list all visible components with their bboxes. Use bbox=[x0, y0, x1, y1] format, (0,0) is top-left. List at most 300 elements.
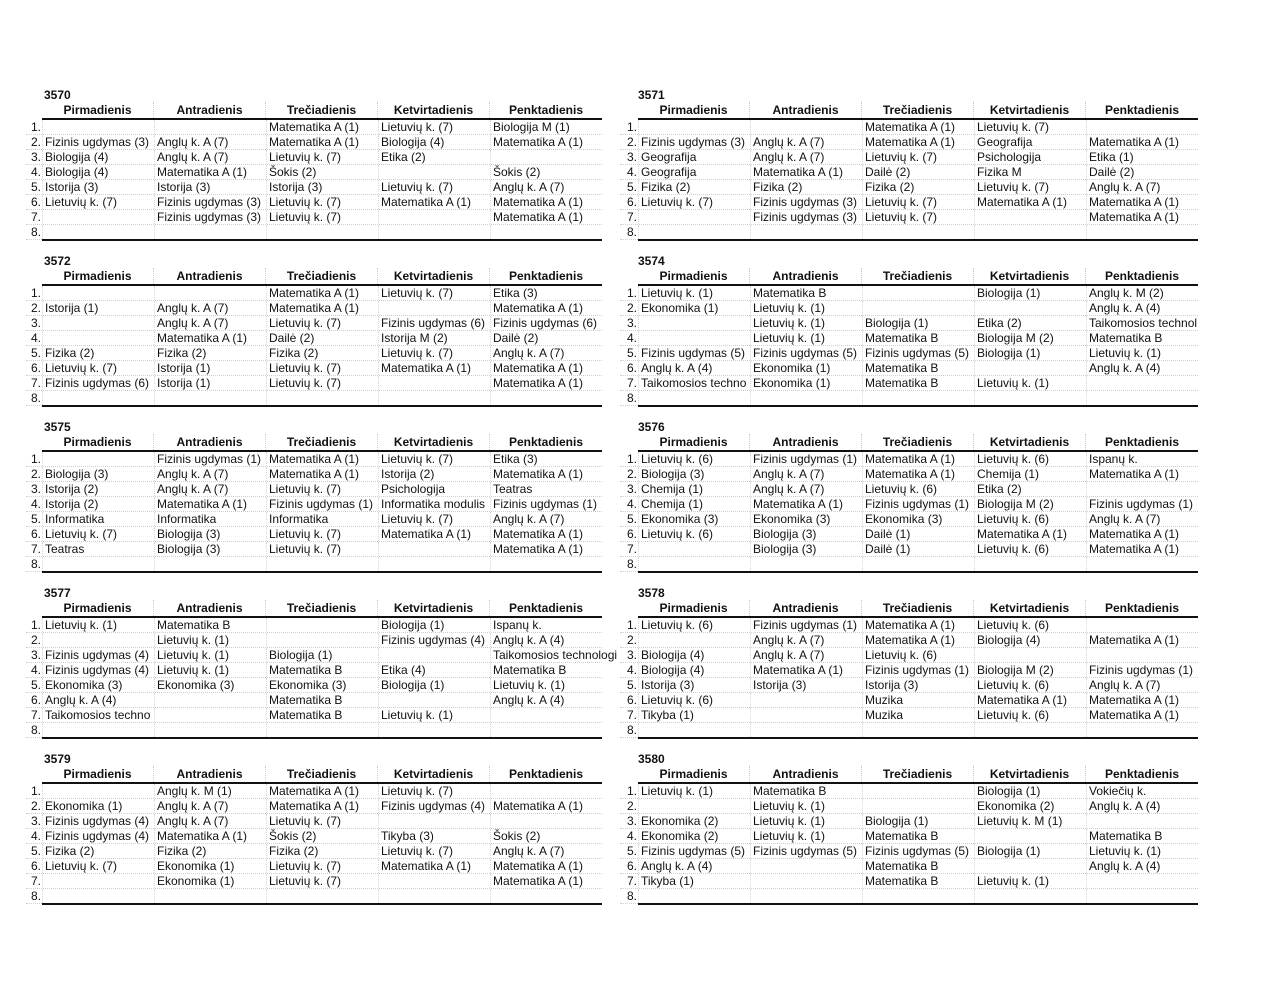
lesson-cell bbox=[1086, 889, 1198, 903]
lesson-cell: Matematika A (1) bbox=[974, 195, 1086, 209]
lesson-cell: Lietuvių k. (1) bbox=[750, 814, 862, 828]
lesson-number: 1. bbox=[30, 120, 41, 134]
lesson-cell: Lietuvių k. (1) bbox=[490, 678, 602, 692]
lesson-number: 8. bbox=[626, 225, 637, 239]
lesson-cell: Ekonomika (3) bbox=[638, 512, 750, 526]
lesson-cell bbox=[638, 391, 750, 405]
lesson-cell: Anglų k. A (4) bbox=[1086, 799, 1198, 813]
lesson-cell bbox=[154, 391, 266, 405]
lesson-cell: Ekonomika (3) bbox=[862, 512, 974, 526]
lesson-cell: Biologija (1) bbox=[378, 618, 490, 632]
day-header: Pirmadienis bbox=[42, 102, 154, 118]
lesson-cell: Istorija (1) bbox=[42, 301, 154, 315]
lesson-cell: Ekonomika (1) bbox=[638, 301, 750, 315]
day-header: Antradienis bbox=[750, 102, 862, 118]
lesson-cell: Chemija (1) bbox=[974, 467, 1086, 481]
lesson-cell bbox=[974, 723, 1086, 737]
lesson-cell bbox=[1086, 557, 1198, 571]
lesson-cell bbox=[378, 723, 490, 737]
lesson-cell bbox=[1086, 225, 1198, 239]
lesson-number: 5. bbox=[626, 346, 637, 360]
lesson-cell: Lietuvių k. (1) bbox=[154, 633, 266, 647]
lesson-cell: Anglų k. A (7) bbox=[750, 467, 862, 481]
lesson-cell: Biologija M (2) bbox=[974, 663, 1086, 677]
lesson-row bbox=[620, 452, 1198, 467]
lesson-cell: Matematika A (1) bbox=[490, 301, 602, 315]
day-header-row bbox=[638, 268, 1198, 284]
lesson-cell: Lietuvių k. (7) bbox=[378, 180, 490, 194]
lesson-row bbox=[26, 361, 602, 376]
lesson-number: 1. bbox=[626, 784, 637, 798]
lesson-number: 2. bbox=[30, 467, 41, 481]
class-title: 3571 bbox=[638, 88, 665, 102]
lesson-cell bbox=[638, 633, 750, 647]
lesson-cell: Fizinis ugdymas (1) bbox=[750, 618, 862, 632]
lesson-cell: Matematika A (1) bbox=[862, 120, 974, 134]
lesson-cell bbox=[1086, 723, 1198, 737]
lesson-cell: Biologija (1) bbox=[974, 844, 1086, 858]
lesson-number: 8. bbox=[30, 225, 41, 239]
class-timetable bbox=[620, 752, 1220, 912]
lesson-cell: Ispanų k. bbox=[1086, 452, 1198, 466]
lesson-cell: Taikomosios technologi bbox=[490, 648, 602, 662]
lesson-cell: Lietuvių k. (7) bbox=[266, 527, 378, 541]
lesson-number: 6. bbox=[30, 527, 41, 541]
lesson-row bbox=[620, 391, 1198, 406]
lesson-cell: Matematika A (1) bbox=[750, 165, 862, 179]
day-header: Antradienis bbox=[154, 434, 266, 450]
lesson-row bbox=[620, 633, 1198, 648]
lesson-cell: Fizinis ugdymas (1) bbox=[750, 452, 862, 466]
lesson-cell bbox=[862, 784, 974, 798]
lesson-cell bbox=[154, 120, 266, 134]
lesson-number: 4. bbox=[626, 497, 637, 511]
lesson-number: 4. bbox=[626, 165, 637, 179]
lesson-number: 6. bbox=[626, 195, 637, 209]
lesson-cell: Istorija (3) bbox=[42, 180, 154, 194]
lesson-cell bbox=[490, 708, 602, 722]
lesson-number: 3. bbox=[30, 316, 41, 330]
lesson-cell: Anglų k. A (7) bbox=[1086, 180, 1198, 194]
lesson-row bbox=[26, 723, 602, 738]
lesson-cell bbox=[266, 723, 378, 737]
day-header: Pirmadienis bbox=[638, 268, 750, 284]
table-bottom-border bbox=[42, 239, 602, 241]
lesson-cell: Biologija (1) bbox=[862, 814, 974, 828]
day-header-row bbox=[42, 600, 602, 616]
day-header: Antradienis bbox=[750, 434, 862, 450]
lesson-number: 4. bbox=[30, 497, 41, 511]
lesson-cell: Matematika A (1) bbox=[974, 693, 1086, 707]
lesson-cell bbox=[862, 557, 974, 571]
lesson-cell: Fizinis ugdymas (3) bbox=[154, 195, 266, 209]
class-timetable bbox=[26, 420, 626, 580]
lesson-cell: Istorija (1) bbox=[154, 361, 266, 375]
lesson-cell: Psichologija bbox=[974, 150, 1086, 164]
lesson-cell: Lietuvių k. (7) bbox=[266, 195, 378, 209]
lesson-number: 6. bbox=[30, 361, 41, 375]
lesson-row bbox=[620, 225, 1198, 240]
lesson-row bbox=[620, 678, 1198, 693]
lesson-cell: Lietuvių k. (1) bbox=[750, 316, 862, 330]
lesson-cell: Matematika A (1) bbox=[378, 361, 490, 375]
lesson-cell bbox=[378, 165, 490, 179]
day-header-row bbox=[42, 766, 602, 782]
lesson-row bbox=[26, 663, 602, 678]
lesson-cell bbox=[42, 331, 154, 345]
lesson-cell: Ekonomika (3) bbox=[750, 512, 862, 526]
lesson-number: 4. bbox=[30, 829, 41, 843]
lesson-cell: Ekonomika (1) bbox=[750, 376, 862, 390]
lesson-cell bbox=[638, 542, 750, 556]
lesson-cell: Fizinis ugdymas (4) bbox=[42, 648, 154, 662]
lesson-cell: Matematika A (1) bbox=[490, 376, 602, 390]
lesson-cell bbox=[266, 633, 378, 647]
table-bottom-border bbox=[638, 903, 1198, 905]
lesson-cell: Biologija M (2) bbox=[974, 331, 1086, 345]
lesson-cell: Istorija (3) bbox=[638, 678, 750, 692]
lesson-cell bbox=[266, 225, 378, 239]
lesson-cell: Matematika A (1) bbox=[490, 135, 602, 149]
lesson-cell bbox=[154, 889, 266, 903]
day-header-row bbox=[638, 102, 1198, 118]
lesson-cell: Fizinis ugdymas (4) bbox=[378, 799, 490, 813]
class-title: 3578 bbox=[638, 586, 665, 600]
lesson-cell: Matematika A (1) bbox=[154, 165, 266, 179]
table-bottom-border bbox=[42, 737, 602, 739]
lesson-cell: Ekonomika (3) bbox=[154, 678, 266, 692]
lesson-cell: Lietuvių k. (1) bbox=[974, 874, 1086, 888]
lesson-number: 6. bbox=[30, 693, 41, 707]
lesson-number: 6. bbox=[626, 527, 637, 541]
lesson-number: 1. bbox=[30, 452, 41, 466]
lesson-cell: Anglų k. A (7) bbox=[750, 150, 862, 164]
lesson-cell: Istorija (3) bbox=[266, 180, 378, 194]
lesson-cell bbox=[862, 799, 974, 813]
lesson-cell: Anglų k. A (4) bbox=[1086, 301, 1198, 315]
lesson-cell: Muzika bbox=[862, 708, 974, 722]
lesson-cell: Lietuvių k. (7) bbox=[378, 120, 490, 134]
lesson-cell: Fizinis ugdymas (3) bbox=[154, 210, 266, 224]
lesson-number: 1. bbox=[626, 286, 637, 300]
lesson-row bbox=[26, 708, 602, 723]
lesson-cell: Lietuvių k. (1) bbox=[42, 618, 154, 632]
lesson-number: 8. bbox=[626, 557, 637, 571]
lesson-row bbox=[620, 618, 1198, 633]
lesson-cell bbox=[154, 225, 266, 239]
lesson-cell bbox=[42, 723, 154, 737]
lesson-number: 2. bbox=[626, 301, 637, 315]
lesson-rows bbox=[26, 452, 602, 572]
day-header: Penktadienis bbox=[1104, 767, 1180, 781]
lesson-number: 8. bbox=[30, 391, 41, 405]
day-header: Penktadienis bbox=[508, 767, 584, 781]
lesson-cell bbox=[490, 225, 602, 239]
lesson-row bbox=[620, 648, 1198, 663]
lesson-number: 8. bbox=[30, 557, 41, 571]
lesson-cell: Lietuvių k. (6) bbox=[974, 542, 1086, 556]
lesson-cell: Matematika A (1) bbox=[490, 527, 602, 541]
lesson-cell: Informatika modulis bbox=[378, 497, 490, 511]
lesson-cell: Anglų k. A (7) bbox=[750, 633, 862, 647]
lesson-cell: Etika (2) bbox=[974, 482, 1086, 496]
lesson-number: 7. bbox=[626, 874, 637, 888]
lesson-cell: Anglų k. A (7) bbox=[154, 814, 266, 828]
lesson-cell: Matematika A (1) bbox=[862, 452, 974, 466]
lesson-cell: Informatika bbox=[266, 512, 378, 526]
class-title: 3580 bbox=[638, 752, 665, 766]
lesson-cell: Anglų k. A (7) bbox=[154, 150, 266, 164]
lesson-row bbox=[620, 693, 1198, 708]
lesson-cell: Tikyba (1) bbox=[638, 874, 750, 888]
lesson-cell: Fizinis ugdymas (4) bbox=[42, 814, 154, 828]
lesson-number: 6. bbox=[30, 859, 41, 873]
lesson-cell: Matematika A (1) bbox=[490, 210, 602, 224]
lesson-row bbox=[620, 331, 1198, 346]
lesson-cell: Matematika A (1) bbox=[750, 663, 862, 677]
lesson-cell bbox=[750, 391, 862, 405]
lesson-number: 7. bbox=[30, 874, 41, 888]
lesson-row bbox=[26, 633, 602, 648]
lesson-cell: Biologija (3) bbox=[154, 542, 266, 556]
lesson-cell: Fizinis ugdymas (3) bbox=[42, 135, 154, 149]
lesson-cell: Taikomosios technol bbox=[1086, 316, 1198, 330]
lesson-number: 3. bbox=[30, 482, 41, 496]
lesson-cell bbox=[974, 648, 1086, 662]
lesson-cell bbox=[42, 286, 154, 300]
lesson-number: 5. bbox=[30, 512, 41, 526]
lesson-cell: Fizinis ugdymas (4) bbox=[378, 633, 490, 647]
lesson-cell: Lietuvių k. (6) bbox=[974, 618, 1086, 632]
lesson-number: 1. bbox=[626, 452, 637, 466]
table-bottom-border bbox=[638, 405, 1198, 407]
lesson-row bbox=[26, 889, 602, 904]
lesson-cell bbox=[490, 723, 602, 737]
lesson-row bbox=[26, 859, 602, 874]
class-title: 3575 bbox=[44, 420, 71, 434]
lesson-number: 7. bbox=[626, 376, 637, 390]
lesson-cell: Fizinis ugdymas (5) bbox=[750, 844, 862, 858]
lesson-cell: Biologija (1) bbox=[974, 346, 1086, 360]
lesson-cell: Matematika A (1) bbox=[266, 784, 378, 798]
class-timetable bbox=[26, 752, 626, 912]
lesson-cell bbox=[638, 799, 750, 813]
lesson-row bbox=[620, 814, 1198, 829]
lesson-cell bbox=[638, 889, 750, 903]
lesson-cell: Lietuvių k. (7) bbox=[378, 512, 490, 526]
lesson-cell: Fizinis ugdymas (6) bbox=[42, 376, 154, 390]
lesson-cell: Istorija (3) bbox=[862, 678, 974, 692]
lesson-cell: Lietuvių k. (7) bbox=[42, 859, 154, 873]
lesson-cell: Anglų k. A (7) bbox=[154, 467, 266, 481]
day-header: Trečiadienis bbox=[862, 600, 974, 616]
lesson-row bbox=[620, 376, 1198, 391]
lesson-cell: Lietuvių k. (1) bbox=[1086, 844, 1198, 858]
lesson-row bbox=[26, 180, 602, 195]
day-header: Penktadienis bbox=[508, 435, 584, 449]
lesson-row bbox=[620, 512, 1198, 527]
day-header: Trečiadienis bbox=[266, 434, 378, 450]
class-title: 3572 bbox=[44, 254, 71, 268]
lesson-cell: Biologija (4) bbox=[378, 135, 490, 149]
lesson-cell: Lietuvių k. (7) bbox=[266, 874, 378, 888]
lesson-cell bbox=[42, 210, 154, 224]
day-header-row bbox=[638, 434, 1198, 450]
lesson-cell: Lietuvių k. (7) bbox=[266, 210, 378, 224]
lesson-cell bbox=[974, 557, 1086, 571]
lesson-cell: Lietuvių k. (6) bbox=[974, 678, 1086, 692]
lesson-cell: Matematika A (1) bbox=[490, 195, 602, 209]
lesson-cell bbox=[42, 633, 154, 647]
lesson-rows bbox=[620, 120, 1198, 240]
lesson-number: 1. bbox=[30, 618, 41, 632]
lesson-cell bbox=[750, 225, 862, 239]
lesson-cell: Etika (1) bbox=[1086, 150, 1198, 164]
lesson-cell: Lietuvių k. (7) bbox=[974, 180, 1086, 194]
lesson-rows bbox=[26, 120, 602, 240]
lesson-cell bbox=[42, 225, 154, 239]
lesson-cell: Fizinis ugdymas (3) bbox=[750, 195, 862, 209]
lesson-cell: Lietuvių k. (6) bbox=[862, 482, 974, 496]
lesson-cell: Lietuvių k. (7) bbox=[42, 195, 154, 209]
lesson-number: 7. bbox=[626, 542, 637, 556]
lesson-cell bbox=[1086, 376, 1198, 390]
lesson-cell: Fizinis ugdymas (6) bbox=[490, 316, 602, 330]
lesson-cell: Matematika A (1) bbox=[266, 799, 378, 813]
lesson-cell bbox=[974, 829, 1086, 843]
lesson-cell: Fizika (2) bbox=[750, 180, 862, 194]
lesson-cell: Anglų k. A (7) bbox=[154, 316, 266, 330]
lesson-cell: Biologija M (1) bbox=[490, 120, 602, 134]
day-header: Penktadienis bbox=[508, 103, 584, 117]
lesson-cell: Lietuvių k. (1) bbox=[750, 301, 862, 315]
lesson-cell: Biologija (4) bbox=[42, 150, 154, 164]
lesson-cell bbox=[638, 316, 750, 330]
lesson-rows bbox=[620, 618, 1198, 738]
lesson-cell: Istorija (2) bbox=[42, 497, 154, 511]
lesson-cell: Fizinis ugdymas (1) bbox=[862, 663, 974, 677]
lesson-cell: Fizinis ugdymas (4) bbox=[42, 829, 154, 843]
day-header: Ketvirtadienis bbox=[974, 102, 1086, 118]
lesson-row bbox=[620, 708, 1198, 723]
lesson-cell: Šokis (2) bbox=[490, 829, 602, 843]
lesson-cell: Lietuvių k. (1) bbox=[750, 799, 862, 813]
lesson-row bbox=[620, 316, 1198, 331]
lesson-cell: Lietuvių k. (7) bbox=[266, 376, 378, 390]
lesson-number: 8. bbox=[30, 723, 41, 737]
lesson-cell: Matematika A (1) bbox=[266, 467, 378, 481]
lesson-row bbox=[620, 195, 1198, 210]
lesson-cell: Fizinis ugdymas (5) bbox=[750, 346, 862, 360]
class-timetable bbox=[26, 254, 626, 414]
lesson-cell: Anglų k. A (4) bbox=[1086, 859, 1198, 873]
lesson-cell: Lietuvių k. (1) bbox=[750, 331, 862, 345]
lesson-cell bbox=[750, 708, 862, 722]
lesson-cell: Matematika A (1) bbox=[862, 135, 974, 149]
day-header: Pirmadienis bbox=[42, 434, 154, 450]
lesson-row bbox=[620, 889, 1198, 904]
lesson-number: 3. bbox=[626, 648, 637, 662]
lesson-cell: Fizika (2) bbox=[42, 346, 154, 360]
lesson-row bbox=[620, 874, 1198, 889]
lesson-number: 8. bbox=[626, 391, 637, 405]
lesson-cell bbox=[974, 889, 1086, 903]
lesson-number: 2. bbox=[30, 301, 41, 315]
lesson-cell: Anglų k. A (7) bbox=[750, 648, 862, 662]
lesson-number: 5. bbox=[30, 346, 41, 360]
class-timetable bbox=[620, 420, 1220, 580]
day-header-row bbox=[42, 102, 602, 118]
day-header: Ketvirtadienis bbox=[378, 766, 490, 782]
lesson-rows bbox=[26, 286, 602, 406]
day-header: Antradienis bbox=[154, 766, 266, 782]
lesson-cell: Biologija (3) bbox=[750, 527, 862, 541]
lesson-cell: Lietuvių k. (1) bbox=[750, 829, 862, 843]
lesson-cell: Biologija (4) bbox=[974, 633, 1086, 647]
lesson-cell: Biologija (1) bbox=[862, 316, 974, 330]
lesson-cell bbox=[378, 693, 490, 707]
lesson-cell: Lietuvių k. (6) bbox=[638, 452, 750, 466]
lesson-cell: Matematika A (1) bbox=[490, 542, 602, 556]
lesson-cell: Šokis (2) bbox=[490, 165, 602, 179]
lesson-number: 7. bbox=[626, 708, 637, 722]
class-timetable bbox=[26, 88, 626, 248]
lesson-row bbox=[620, 859, 1198, 874]
lesson-number: 2. bbox=[30, 633, 41, 647]
lesson-cell bbox=[1086, 648, 1198, 662]
lesson-number: 7. bbox=[30, 708, 41, 722]
day-header: Pirmadienis bbox=[638, 434, 750, 450]
lesson-row bbox=[26, 557, 602, 572]
lesson-cell: Anglų k. A (4) bbox=[638, 859, 750, 873]
lesson-number: 1. bbox=[30, 784, 41, 798]
lesson-cell bbox=[1086, 814, 1198, 828]
lesson-cell: Šokis (2) bbox=[266, 829, 378, 843]
lesson-cell: Ekonomika (1) bbox=[154, 874, 266, 888]
lesson-cell: Matematika A (1) bbox=[154, 497, 266, 511]
lesson-row bbox=[620, 527, 1198, 542]
lesson-cell: Lietuvių k. (7) bbox=[378, 346, 490, 360]
day-header: Pirmadienis bbox=[42, 766, 154, 782]
lesson-row bbox=[620, 784, 1198, 799]
lesson-cell: Biologija (4) bbox=[42, 165, 154, 179]
lesson-cell: Lietuvių k. (7) bbox=[378, 844, 490, 858]
lesson-cell: Anglų k. A (7) bbox=[154, 301, 266, 315]
lesson-cell: Geografija bbox=[638, 165, 750, 179]
lesson-cell: Biologija (4) bbox=[638, 663, 750, 677]
lesson-cell: Chemija (1) bbox=[638, 482, 750, 496]
lesson-cell: Matematika A (1) bbox=[378, 527, 490, 541]
lesson-cell: Informatika bbox=[154, 512, 266, 526]
lesson-cell: Fizika (2) bbox=[42, 844, 154, 858]
lesson-cell bbox=[154, 286, 266, 300]
day-header: Pirmadienis bbox=[42, 268, 154, 284]
lesson-cell: Biologija (3) bbox=[42, 467, 154, 481]
lesson-number: 5. bbox=[626, 512, 637, 526]
lesson-cell bbox=[378, 648, 490, 662]
lesson-cell: Matematika B bbox=[266, 663, 378, 677]
lesson-cell: Fizinis ugdymas (5) bbox=[638, 844, 750, 858]
day-header: Ketvirtadienis bbox=[974, 766, 1086, 782]
lesson-cell: Fizika M bbox=[974, 165, 1086, 179]
day-header: Antradienis bbox=[750, 600, 862, 616]
lesson-cell bbox=[1086, 874, 1198, 888]
lesson-cell: Ekonomika (1) bbox=[154, 859, 266, 873]
lesson-cell: Anglų k. A (7) bbox=[490, 346, 602, 360]
day-header: Antradienis bbox=[750, 766, 862, 782]
day-header: Trečiadienis bbox=[266, 102, 378, 118]
lesson-row bbox=[26, 678, 602, 693]
